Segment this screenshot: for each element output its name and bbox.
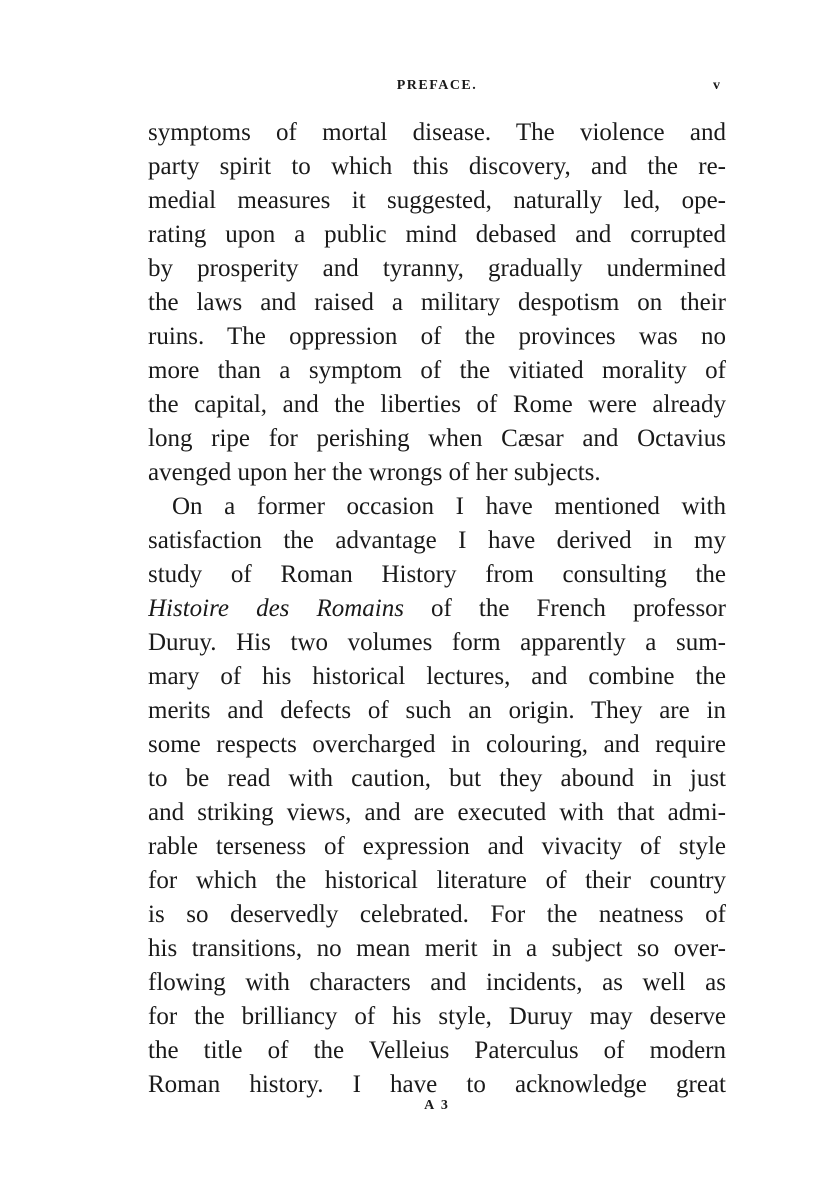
text-line: medial measures it suggested, naturally led, ope-	[148, 187, 726, 214]
printer-signature-mark: A 3	[424, 1098, 450, 1113]
paragraph-end-line: avenged upon her the wrongs of her subjects.	[148, 459, 601, 486]
text-line: Roman history. I have to acknowledge great	[148, 1071, 726, 1098]
text-line: Duruy. His two volumes form apparently a sum-	[148, 629, 726, 656]
text-line: the capital, and the liberties of Rome were already	[148, 391, 726, 418]
text-line: rable terseness of expression and vivacity of style	[148, 833, 726, 860]
running-title: PREFACE.	[396, 78, 478, 93]
text-line: the title of the Velleius Paterculus of modern	[148, 1037, 726, 1064]
text-line: party spirit to which this discovery, and the re-	[148, 153, 726, 180]
text-line: ruins. The oppression of the provinces was no	[148, 323, 726, 350]
text-line: and striking views, and are executed with that admi-	[148, 799, 726, 826]
text-line: to be read with caution, but they abound in just	[148, 765, 726, 792]
text-line: long ripe for perishing when Cæsar and Octavius	[148, 425, 726, 452]
text-line: is so deservedly celebrated. For the neatness of	[148, 901, 726, 928]
text-line: study of Roman History from consulting the	[148, 561, 726, 588]
text-line: for the brilliancy of his style, Duruy may deserve	[148, 1003, 726, 1030]
text-line: rating upon a public mind debased and corrupted	[148, 221, 726, 248]
text-line-rest: of the French professor	[431, 595, 726, 622]
preface-body-text	[148, 116, 726, 1102]
italic-book-title: Histoire des Romains	[148, 595, 404, 622]
text-line: more than a symptom of the vitiated morality of	[148, 357, 726, 384]
text-line: the laws and raised a military despotism on their	[148, 289, 726, 316]
text-line: symptoms of mortal disease. The violence and	[148, 119, 726, 146]
paragraph-start-line: On a former occasion I have mentioned with	[172, 493, 726, 520]
text-line: flowing with characters and incidents, as well as	[148, 969, 726, 996]
text-line: merits and defects of such an origin. They are in	[148, 697, 726, 724]
text-line: satisfaction the advantage I have derived in my	[148, 527, 726, 554]
text-line: mary of his historical lectures, and combine the	[148, 663, 726, 690]
book-title-line	[148, 592, 726, 626]
page-number: v	[713, 78, 720, 93]
text-line: his transitions, no mean merit in a subject so over-	[148, 935, 726, 962]
text-line: some respects overcharged in colouring, and require	[148, 731, 726, 758]
text-line: for which the historical literature of their country	[148, 867, 726, 894]
running-head	[148, 76, 726, 96]
text-line: by prosperity and tyranny, gradually undermined	[148, 255, 726, 282]
